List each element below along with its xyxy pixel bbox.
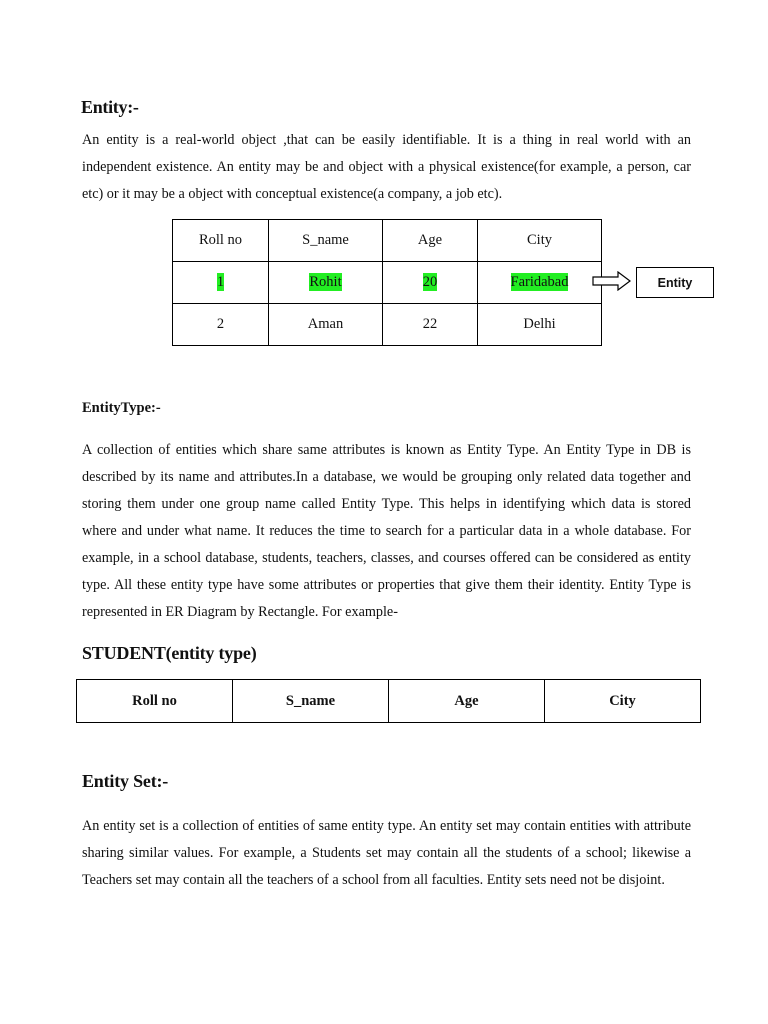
- entity-example-table: [172, 219, 602, 346]
- entity-heading: Entity:-: [81, 97, 139, 117]
- table-header-cell: Age: [383, 220, 478, 262]
- highlighted-text: Faridabad: [510, 274, 569, 290]
- table-row-highlighted: [173, 262, 602, 304]
- entity-type-heading: EntityType:-: [82, 400, 161, 416]
- table-header-cell: Roll no: [173, 220, 269, 262]
- entity-set-heading: Entity Set:-: [82, 771, 169, 791]
- table-cell: [269, 262, 383, 304]
- table-row: [173, 304, 602, 346]
- table-header-cell: Roll no: [77, 680, 233, 723]
- table-header-cell: S_name: [233, 680, 389, 723]
- table-cell: [383, 262, 478, 304]
- table-cell: Aman: [269, 304, 383, 346]
- entity-label-box: Entity: [636, 267, 714, 298]
- entity-type-paragraph: A collection of entities which share same attributes is known as Entity Type. An Entity Type in DB is described by its name and attributes.In a database, we would be grouping only related data together and storing them under one group name called Entity Type. This helps in identifying which data is stored where and under what name. It reduces the time to search for a particular data in a whole database. For example, in a school database, students, teachers, classes, and courses offered can be considered as entity type. All these entity type have some attributes or properties that give them their identity. Entity Type is represented in ER Diagram by Rectangle. For example-: [82, 442, 691, 620]
- table-cell: [173, 262, 269, 304]
- student-heading: STUDENT(entity type): [82, 643, 257, 663]
- table-cell: 2: [173, 304, 269, 346]
- right-arrow-icon: [592, 271, 632, 291]
- table-header-cell: City: [545, 680, 701, 723]
- highlighted-text: Rohit: [309, 274, 342, 290]
- table-header-cell: Age: [389, 680, 545, 723]
- table-header-row: [173, 220, 602, 262]
- table-cell: [478, 262, 602, 304]
- highlighted-text: 1: [216, 274, 225, 290]
- table-cell: Delhi: [478, 304, 602, 346]
- entity-set-paragraph: An entity set is a collection of entities of same entity type. An entity set may contain entities with attribute sharing similar values. For example, a Students set may contain all the students of a school; likewise a Teachers set may contain all the teachers of a school from all faculties. Entity sets need not be disjoint.: [82, 818, 691, 888]
- highlighted-text: 20: [422, 274, 438, 290]
- entity-paragraph: An entity is a real-world object ,that can be easily identifiable. It is a thing in real world with an independent existence. An entity may be and object with a physical existence(for example, a person, car etc) or it may be a object with conceptual existence(a company, a job etc).: [82, 132, 691, 202]
- student-entity-type-table: [76, 679, 701, 723]
- table-header-cell: S_name: [269, 220, 383, 262]
- table-cell: 22: [383, 304, 478, 346]
- table-header-row: [77, 680, 701, 723]
- table-header-cell: City: [478, 220, 602, 262]
